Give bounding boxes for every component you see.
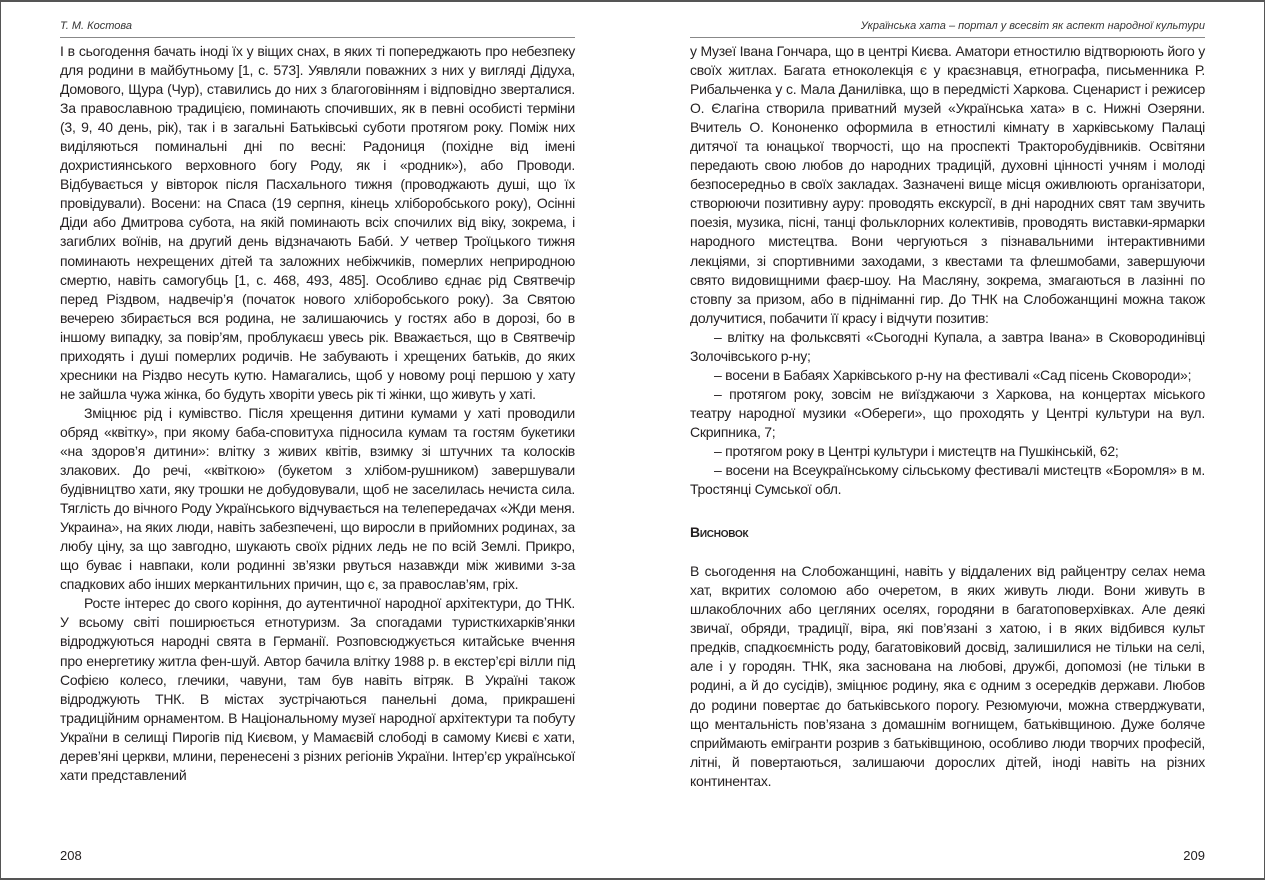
right-page-body <box>690 42 1205 791</box>
paragraph: у Музеї Івана Гончара, що в центрі Києва. Аматори етностилю відтворюють його у своїх житлах. Багата етноколекція є у краєзнавця, етнографа, письменника Р. Рибальченка у с. Мала Данилівка, що в передмісті Харкова. Сценарист і режисер О. Єлагіна створила приватний музей «Українська хата» в с. Нижні Озеряни. Вчитель О. Кононенко оформила в етностилі кімнату в харківському Палаці дитячої та юнацької творчості, що на проспекті Тракторобудівників. Освітяни передають свою любов до народних традицій, духовні цінності учням і молоді безпосередньо в своїх закладах. Зазначені вище місця оживлюють організатори, створюючи позитивну ауру: проводять екскурсії, в дні народних свят там звучить поезія, музика, пісні, танці фольклорних колективів, проводять виставки-ярмарки народного мистецтва. Вони чергуються з пізнавальними інтерактивними лекціями, зі спортивними заходами, з квестами та флешмобами, завершуючи свято видовищними фаєр-шоу. На Масляну, зокрема, змагаються в лазінні по стовпу за призом, або в підніманні гир. До ТНК на Слобожанщині можна також долучитися, побачити її красу і відчути позитив: <box>690 43 1205 326</box>
list-item: – восени на Всеукраїнському сільському фестивалі мистецтв «Боромля» в м. Тростянці Сумської обл. <box>690 462 1205 498</box>
list-item: – протягом року, зовсім не виїзджаючи з Харкова, на концертах міського театру народної музики «Обереги», що проходять у Центрі культури на вул. Скрипника, 7; <box>690 385 1205 440</box>
list-item: – протягом року в Центрі культури і мистецтв на Пушкінській, 62; <box>714 442 1119 459</box>
running-head-title: Українська хата – портал у всесвіт як аспект народної культури <box>860 20 1205 32</box>
page-number: 208 <box>60 848 82 863</box>
left-page <box>60 0 575 882</box>
header-rule <box>690 37 1205 38</box>
page-number: 209 <box>1183 848 1205 863</box>
section-heading: Висновок <box>690 524 749 541</box>
list-item: – восени в Бабаях Харківського р-ну на фестивалі «Сад пісень Сковороди»; <box>714 366 1192 383</box>
running-head-author: Т. М. Костова <box>60 20 133 32</box>
paragraph: Росте інтерес до свого коріння, до аутентичної народної архітектури, до ТНК. У всьому світі поширюється етнотуризм. За спогадами туристкихарків’янки відроджуються народні свята в Германії. Розповсюджується китайське вчення про енергетику житла фен-шуй. Автор бачила влітку 1988 р. в екстер’єрі вілли під Софією колесо, глечики, чавуни, там був навіть вітряк. В Україні також відроджують ТНК. В містах зустрічаються панельні дома, прикрашені традиційним орнаментом. В Національному музеї народної архітектури та побуту України в селищі Пирогів під Києвом, у Мамаєвій слободі в самому Києві є хати, дерев’яні церкви, млини, перенесені з різних регіонів України. Інтер’єр української хати представлений <box>60 595 575 783</box>
conclusion-paragraph: В сьогодення на Слобожанщині, навіть у віддалених від райцентру селах нема хат, вкритих соломою або очеретом, в яких живуть люди. Вони живуть в шлакоблочних або цегляних оселях, городяни в багатоповерхівках. Але деякі звичаї, обряди, традиції, віра, які пов’язані з хатою, і в яких відбився культ предків, спадкоємність роду, багатовіковий досвід, залишилися не тільки на селі, але і у городян. ТНК, яка заснована на любові, дружбі, допомозі (не тільки в родині, а й до сусідів), зміцнює родину, яка є одним з осередків держави. Любов до родини повертає до батьківського порогу. Резюмуючи, можна стверджувати, що ментальність пов’язана з домашнім вогнищем, батьківщиною. Дуже боляче сприймають емігранти розрив з батьківщиною, особливо люди творчих професій, літні, й повертаються, залишаючи дорослих дітей, іноді навіть на різних континентах. <box>690 563 1205 789</box>
paragraph: І в сьогодення бачать іноді їх у віщих снах, в яких ті попереджають про небезпеку для родини в майбутньому [1, с. 573]. Уявляли поважних з них у вигляді Дідуха, Домового, Щура (Чур), ставились до них з благоговінням і відповідно зверталися. За православною традицією, поминають спочивших, як в певні особисті терміни (3, 9, 40 день, рік), так і в загальні Батьківські суботи протягом року. Поміж них виділяються поминальні дні по весні: Радониця (похідне від імені дохристиянського верховного богу Роду, як і «родник»), або Проводи. Відбувається у вівторок після Пасхального тижня (проводжають душі, що їх провідували). Восени: на Спаса (19 серпня, кінець хліборобського року), Осінні Діди або Дмитрова субота, на якій поминають всіх спочилих від віку, зокрема, і загиблих воїнів, на другий день відзначають Баби́. У четвер Троїцького тижня поминають нехрещених дітей та заложних небіжчиків, померлих неприродною смертю, навіть самогубць [1, с. 468, 493, 485]. Особливо єднає рід Святвечір перед Різдвом, надвечір’я (початок нового хліборобського року). За Святою вечерею збирається вся родина, не залишаючись у гостях або в дорозі, бо в іншому випадку, за повір’ям, проблукаєш увесь рік. Вважається, що в Святвечір приходять і душі померлих родичів. Не забувають і хрещених батьків, до яких хресники на Різдво несуть кутю. Намагались, щоб у новому році першою у хату не зайшла чужа жінка, бо будуть хворіти увесь рік ті жінки, що живуть у хаті. <box>60 43 575 402</box>
right-page <box>690 0 1205 882</box>
left-page-body <box>60 42 575 785</box>
list-item: – влітку на фольксвяті «Сьогодні Купала, а завтра Івана» в Сковородинівці Золочівського р-ну; <box>690 328 1205 364</box>
paragraph: Зміцнює рід і кумівство. Після хрещення дитини кумами у хаті проводили обряд «квітку», при якому баба-сповитуха підносила кумам та гостям букетики «на здоров’я дитини»: влітку з живих квітів, взимку зі штучних та колосків злакових. До речі, «квіткою» (букетом з хлібом-рушником) завершували будівництво хати, яку трошки не добудовували, щоб не заселилась нечиста сила. Тяглість до вічного Роду Українського відчувається на телепередачах «Жди меня. Украина», на яких люди, навіть забезпечені, що виросли в прийомних родинах, за любу ціну, за що завгодно, шукають своїх рідних ледь не по всій Землі. Прикро, що буває і навпаки, коли родинні зв’язки рвуться назавжди між живими з-за спадкових або інших меркантильних причин, що є, за православ’ям, гріх. <box>60 404 575 593</box>
header-rule <box>60 37 575 38</box>
